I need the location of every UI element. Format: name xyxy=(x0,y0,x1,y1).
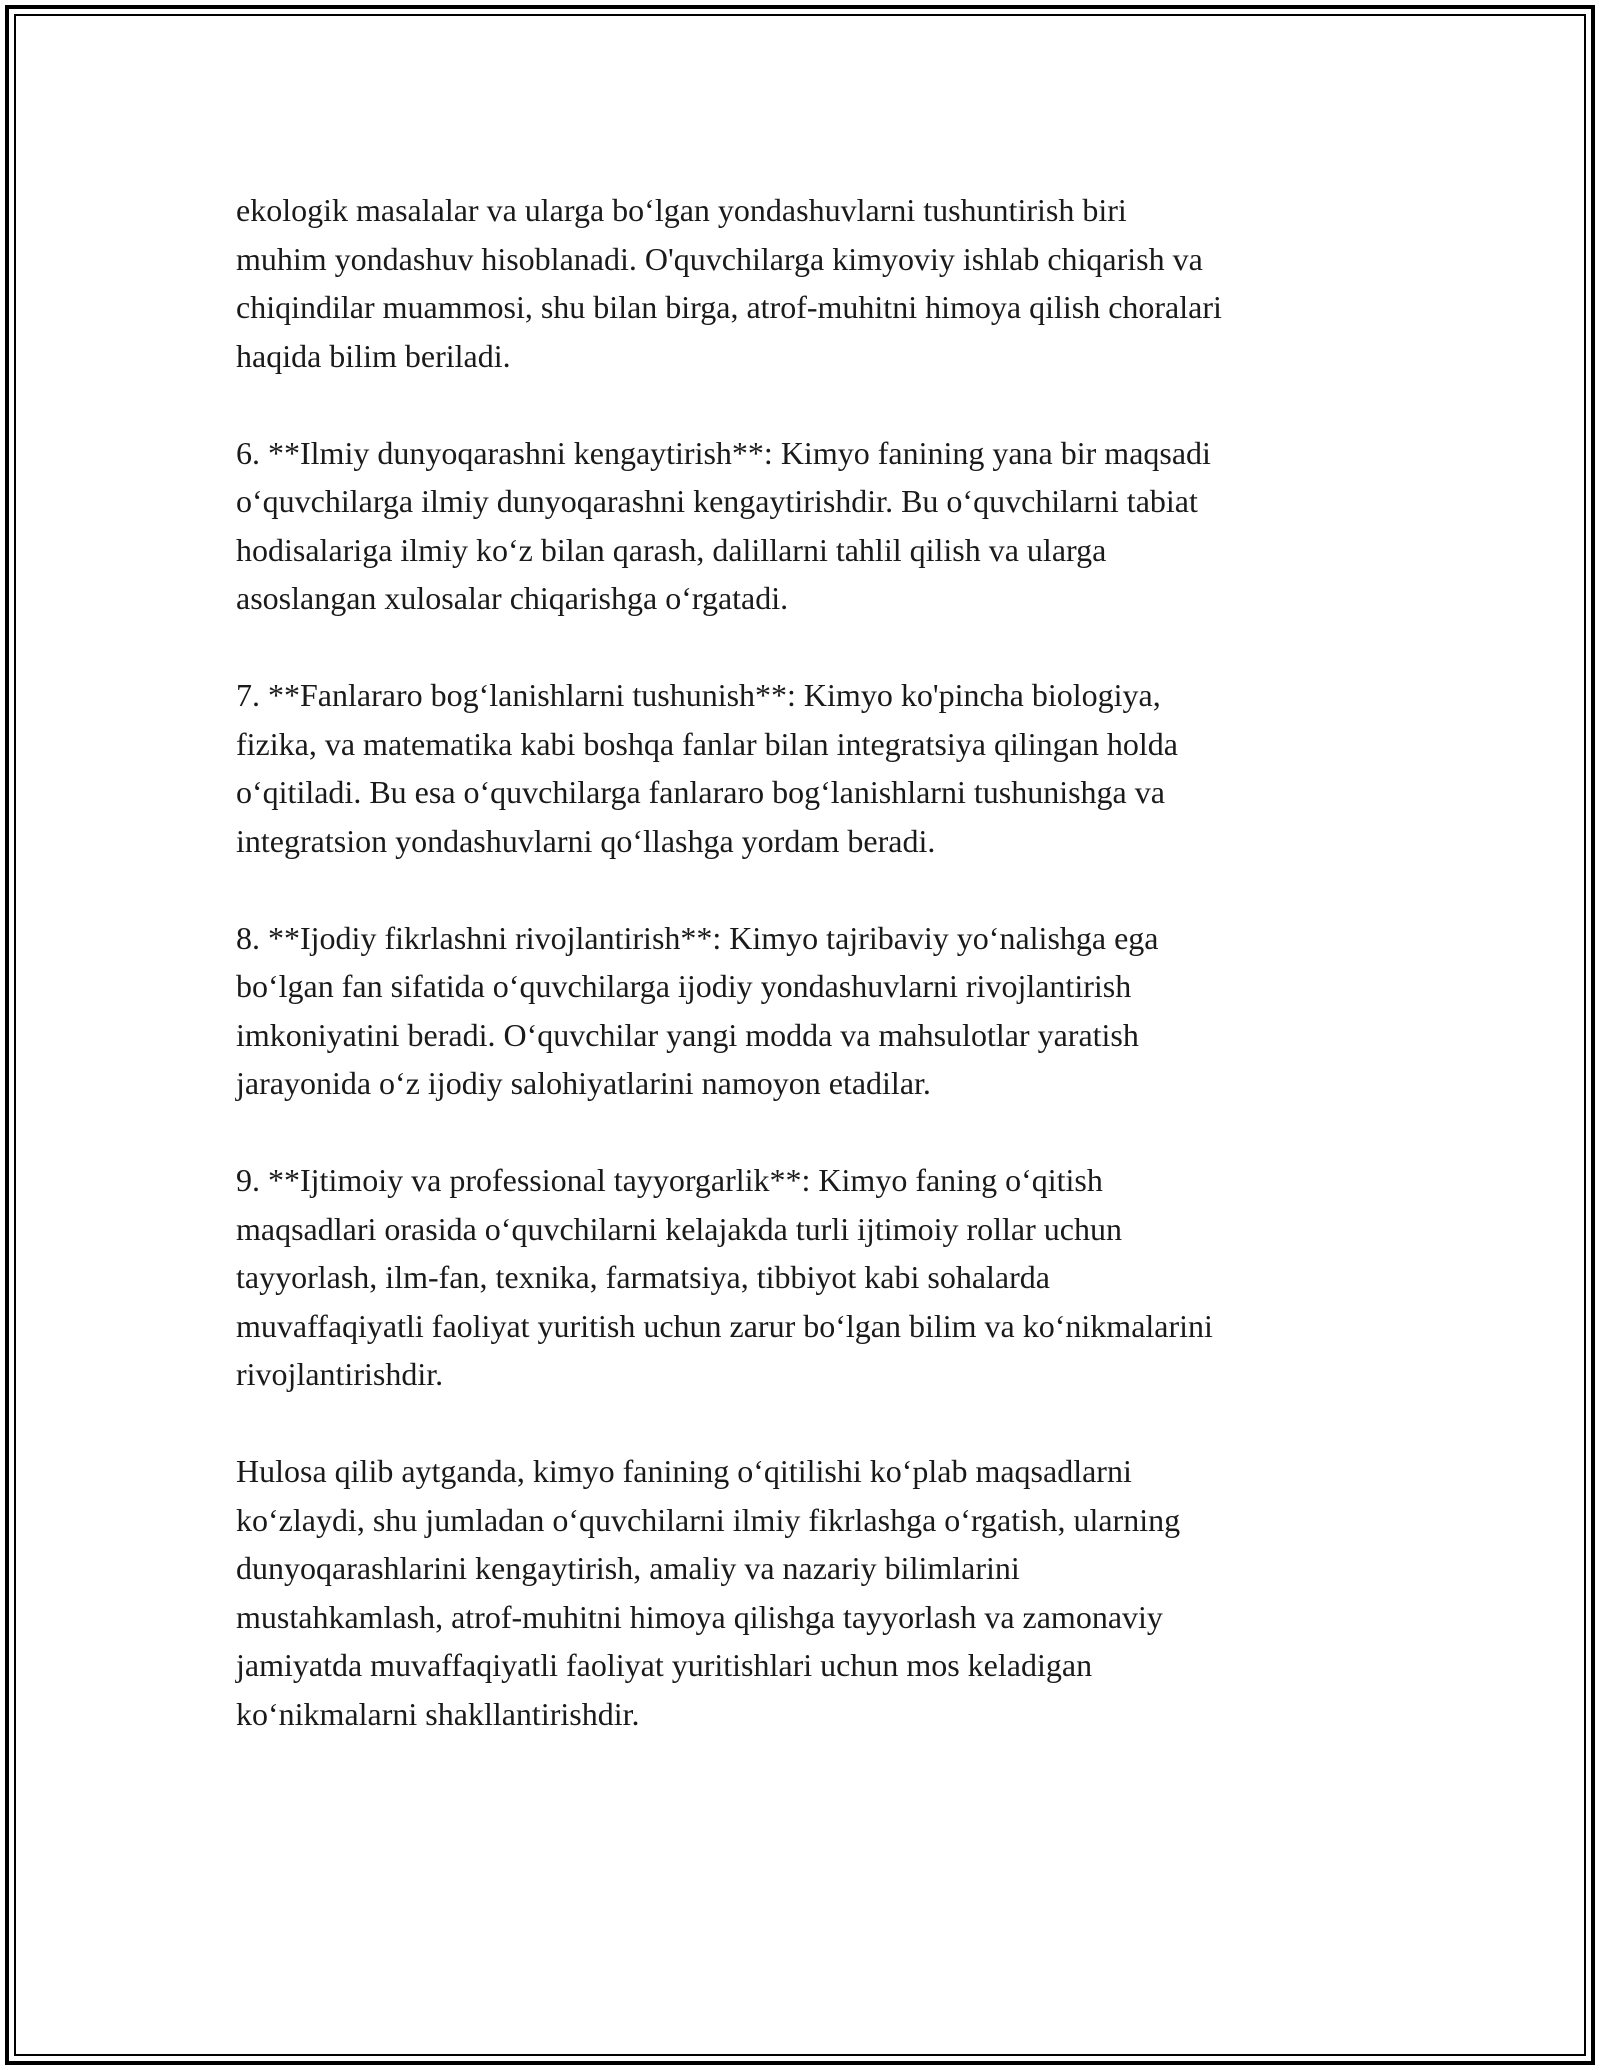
text-line: jamiyatda muvaffaqiyatli faoliyat yuritishlari uchun mos keladigan xyxy=(236,1647,1093,1683)
paragraph-item-8 xyxy=(236,914,1400,1108)
text-line: hodisalariga ilmiy ko‘z bilan qarash, dalillarni tahlil qilish va ularga xyxy=(236,531,1107,568)
text-line: 8. **Ijodiy fikrlashni rivojlantirish**: Kimyo tajribaviy yo‘nalishga ega xyxy=(236,919,1159,956)
text-line: dunyoqarashlarini kengaytirish, amaliy va nazariy bilimlarini xyxy=(236,1550,1020,1586)
text-line: ko‘zlaydi, shu jumladan o‘quvchilarni ilmiy fikrlashga o‘rgatish, ularning xyxy=(236,1501,1181,1538)
paragraph-conclusion xyxy=(236,1447,1400,1738)
text-line: haqida bilim beriladi. xyxy=(236,337,511,374)
text-line: bo‘lgan fan sifatida o‘quvchilarga ijodiy yondashuvlarni rivojlantirish xyxy=(236,968,1132,1004)
text-line: ko‘nikmalarni shakllantirishdir. xyxy=(236,1695,640,1732)
paragraph-item-6 xyxy=(236,429,1400,623)
text-line: tayyorlash, ilm-fan, texnika, farmatsiya, tibbiyot kabi sohalarda xyxy=(236,1259,1050,1295)
text-line: ekologik masalalar va ularga bo‘lgan yondashuvlarni tushuntirish biri xyxy=(236,192,1127,228)
text-line: chiqindilar muammosi, shu bilan birga, atrof-muhitni himoya qilish choralari xyxy=(236,289,1222,325)
text-line: o‘quvchilarga ilmiy dunyoqarashni kengaytirishdir. Bu o‘quvchilarni tabiat xyxy=(236,483,1198,519)
text-line: jarayonida o‘z ijodiy salohiyatlarini namoyon etadilar. xyxy=(236,1065,931,1101)
text-line: maqsadlari orasida o‘quvchilarni kelajakda turli ijtimoiy rollar uchun xyxy=(236,1210,1122,1247)
text-line: asoslangan xulosalar chiqarishga o‘rgatadi. xyxy=(236,580,789,616)
paragraph-intro-continuation xyxy=(236,186,1400,380)
text-line: integratsion yondashuvlarni qo‘llashga yordam beradi. xyxy=(236,822,936,859)
text-line: 9. **Ijtimoiy va professional tayyorgarlik**: Kimyo faning o‘qitish xyxy=(236,1162,1103,1198)
paragraph-item-7 xyxy=(236,671,1400,865)
text-line: o‘qitiladi. Bu esa o‘quvchilarga fanlararo bog‘lanishlarni tushunishga va xyxy=(236,774,1165,810)
text-line: 6. **Ilmiy dunyoqarashni kengaytirish**: Kimyo fanining yana bir maqsadi xyxy=(236,434,1211,471)
text-line: mustahkamlash, atrof-muhitni himoya qilishga tayyorlash va zamonaviy xyxy=(236,1598,1163,1635)
text-line: rivojlantirishdir. xyxy=(236,1356,444,1392)
paragraph-item-9 xyxy=(236,1156,1400,1399)
text-line: Hulosa qilib aytganda, kimyo fanining o‘qitilishi ko‘plab maqsadlarni xyxy=(236,1453,1132,1489)
text-line: muvaffaqiyatli faoliyat yuritish uchun zarur bo‘lgan bilim va ko‘nikmalarini xyxy=(236,1307,1213,1344)
text-line: fizika, va matematika kabi boshqa fanlar bilan integratsiya qilingan holda xyxy=(236,725,1178,762)
text-line: 7. **Fanlararo bog‘lanishlarni tushunish**: Kimyo ko'pincha biologiya, xyxy=(236,677,1161,713)
text-line: imkoniyatini beradi. O‘quvchilar yangi modda va mahsulotlar yaratish xyxy=(236,1016,1139,1053)
document-body xyxy=(236,186,1400,1787)
text-line: muhim yondashuv hisoblanadi. O'quvchilarga kimyoviy ishlab chiqarish va xyxy=(236,240,1203,277)
